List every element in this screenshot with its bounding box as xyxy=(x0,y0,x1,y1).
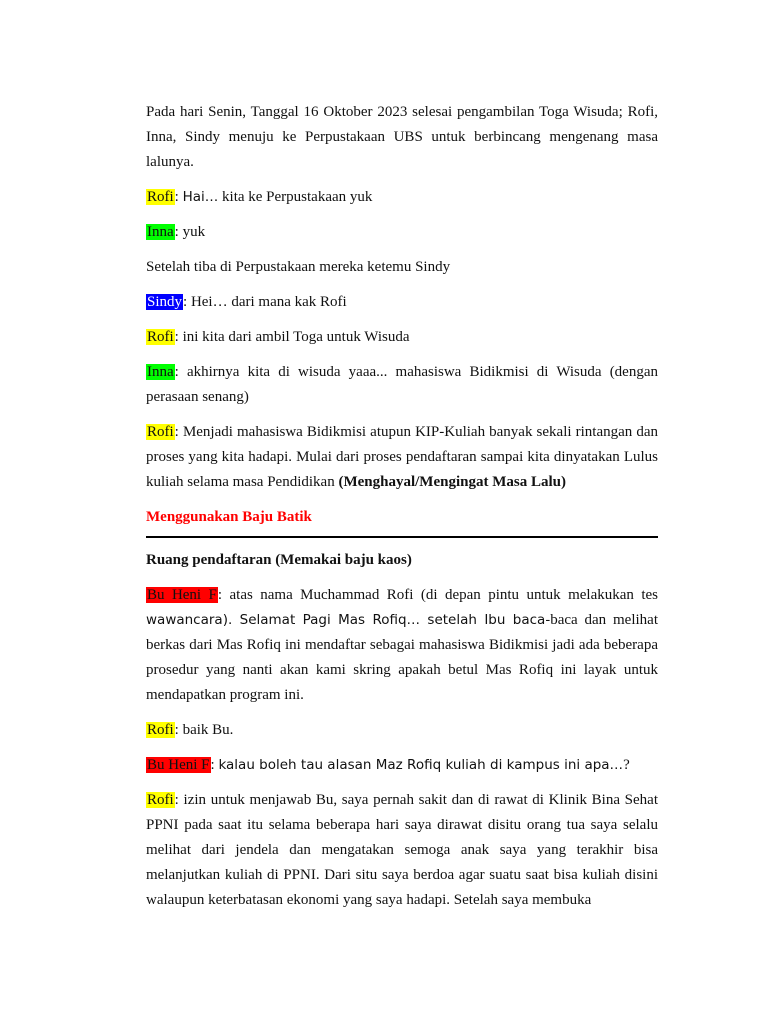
speaker-inna: Inna xyxy=(147,224,174,240)
dialogue-text-alt: Hai… xyxy=(182,189,219,205)
scene-heading: Ruang pendaftaran (Memakai baju kaos) xyxy=(146,552,412,568)
speaker-rofi: Rofi xyxy=(147,329,174,345)
speaker-sindy: Sindy xyxy=(147,294,183,310)
section-heading: Menggunakan Baju Batik xyxy=(146,509,312,525)
dialogue-text-alt: kalau boleh tau alasan Maz Rofiq kuliah di kampus ini apa… xyxy=(218,757,624,773)
speaker-rofi: Rofi xyxy=(147,424,174,440)
document-page xyxy=(146,100,658,923)
narration-line: Setelah tiba di Perpustakaan mereka ketemu Sindy xyxy=(146,259,451,275)
dialogue-text: izin untuk menjawab Bu, saya pernah sakit dan di rawat di Klinik Bina Sehat PPNI pada saat itu selama beberapa hari saya dirawat disitu orang tua saya selalu melihat dari jendela dan mengatakan semoga anak saya yang terakhir bisa melanjutkan kuliah di PPNI. Dari situ saya berdoa agar suatu saat bisa kuliah disini walaupun keterbatasan ekonomi yang saya hadapi. Setelah saya membuka xyxy=(146,792,658,908)
dialogue-line: Sindy: Hei… dari mana kak Rofi xyxy=(147,294,347,310)
stage-direction: (Menghayal/Mengingat Masa Lalu) xyxy=(338,474,566,490)
dialogue-line: Inna: akhirnya kita di wisuda yaaa... mahasiswa Bidikmisi di Wisuda (dengan perasaan senang) xyxy=(146,364,658,405)
speaker-bu-heni: Bu Heni F xyxy=(147,587,217,603)
dialogue-text: ini kita dari ambil Toga untuk Wisuda xyxy=(182,329,410,345)
dialogue-text: yuk xyxy=(182,224,206,240)
dialogue-text-alt: wawancara). Selamat Pagi Mas Rofiq… setelah Ibu baca- xyxy=(146,612,551,628)
speaker-rofi: Rofi xyxy=(147,792,174,808)
dialogue-text: atas nama Muchammad Rofi (di depan pintu untuk melakukan tes xyxy=(229,587,658,603)
dialogue-line: Bu Heni F: kalau boleh tau alasan Maz Rofiq kuliah di kampus ini apa…? xyxy=(147,757,630,773)
dialogue-line: Rofi: Hai… kita ke Perpustakaan yuk xyxy=(147,189,373,205)
dialogue-text: Hei… dari mana kak Rofi xyxy=(190,294,347,310)
dialogue-text: Menjadi mahasiswa Bidikmisi atupun KIP-Kuliah banyak sekali rintangan dan proses yang kita hadapi. Mulai dari proses pendaftaran sampai kita dinyatakan Lulus kuliah selama masa Pendidikan xyxy=(146,424,659,490)
dialogue-line: Rofi: Menjadi mahasiswa Bidikmisi atupun KIP-Kuliah banyak sekali rintangan dan proses yang kita hadapi. Mulai dari proses pendaftaran sampai kita dinyatakan Lulus kuliah selama masa Pendidikan (Menghayal/Mengingat Masa Lalu) xyxy=(146,424,659,490)
dialogue-text: akhirnya kita di wisuda yaaa... mahasiswa Bidikmisi di Wisuda (dengan perasaan senang) xyxy=(146,364,658,405)
intro-paragraph: Pada hari Senin, Tanggal 16 Oktober 2023 selesai pengambilan Toga Wisuda; Rofi, Inna, Sindy menuju ke Perpustakaan UBS untuk berbincang mengenang masa lalunya. xyxy=(146,104,658,170)
speaker-rofi: Rofi xyxy=(147,722,174,738)
section-divider xyxy=(146,536,658,538)
dialogue-text: baik Bu. xyxy=(182,722,234,738)
speaker-bu-heni: Bu Heni F xyxy=(147,757,210,773)
dialogue-line: Rofi: baik Bu. xyxy=(147,722,234,738)
dialogue-text: kita ke Perpustakaan yuk xyxy=(218,189,373,205)
speaker-rofi: Rofi xyxy=(147,189,174,205)
dialogue-line: Rofi: ini kita dari ambil Toga untuk Wisuda xyxy=(147,329,410,345)
dialogue-line: Bu Heni F: atas nama Muchammad Rofi (di depan pintu untuk melakukan tes wawancara). Selamat Pagi Mas Rofiq… setelah Ibu baca-baca dan melihat berkas dari Mas Rofiq ini mendaftar sebagai mahasiswa Bidikmisi jadi ada beberapa prosedur yang nanti akan kami skring apakah betul Mas Rofiq ini layak untuk mendapatkan program ini. xyxy=(146,587,658,703)
dialogue-line: Rofi: izin untuk menjawab Bu, saya pernah sakit dan di rawat di Klinik Bina Sehat PPNI pada saat itu selama beberapa hari saya dirawat disitu orang tua saya selalu melihat dari jendela dan mengatakan semoga anak saya yang terakhir bisa melanjutkan kuliah di PPNI. Dari situ saya berdoa agar suatu saat bisa kuliah disini walaupun keterbatasan ekonomi yang saya hadapi. Setelah saya membuka xyxy=(146,792,658,908)
speaker-inna: Inna xyxy=(147,364,174,380)
dialogue-text: baca dan melihat berkas dari Mas Rofiq ini mendaftar sebagai mahasiswa Bidikmisi jadi ada beberapa prosedur yang nanti akan kami skring apakah betul Mas Rofiq ini layak untuk mendapatkan program ini. xyxy=(146,612,658,703)
dialogue-line: Inna: yuk xyxy=(147,224,206,240)
dialogue-text: ? xyxy=(623,757,630,773)
